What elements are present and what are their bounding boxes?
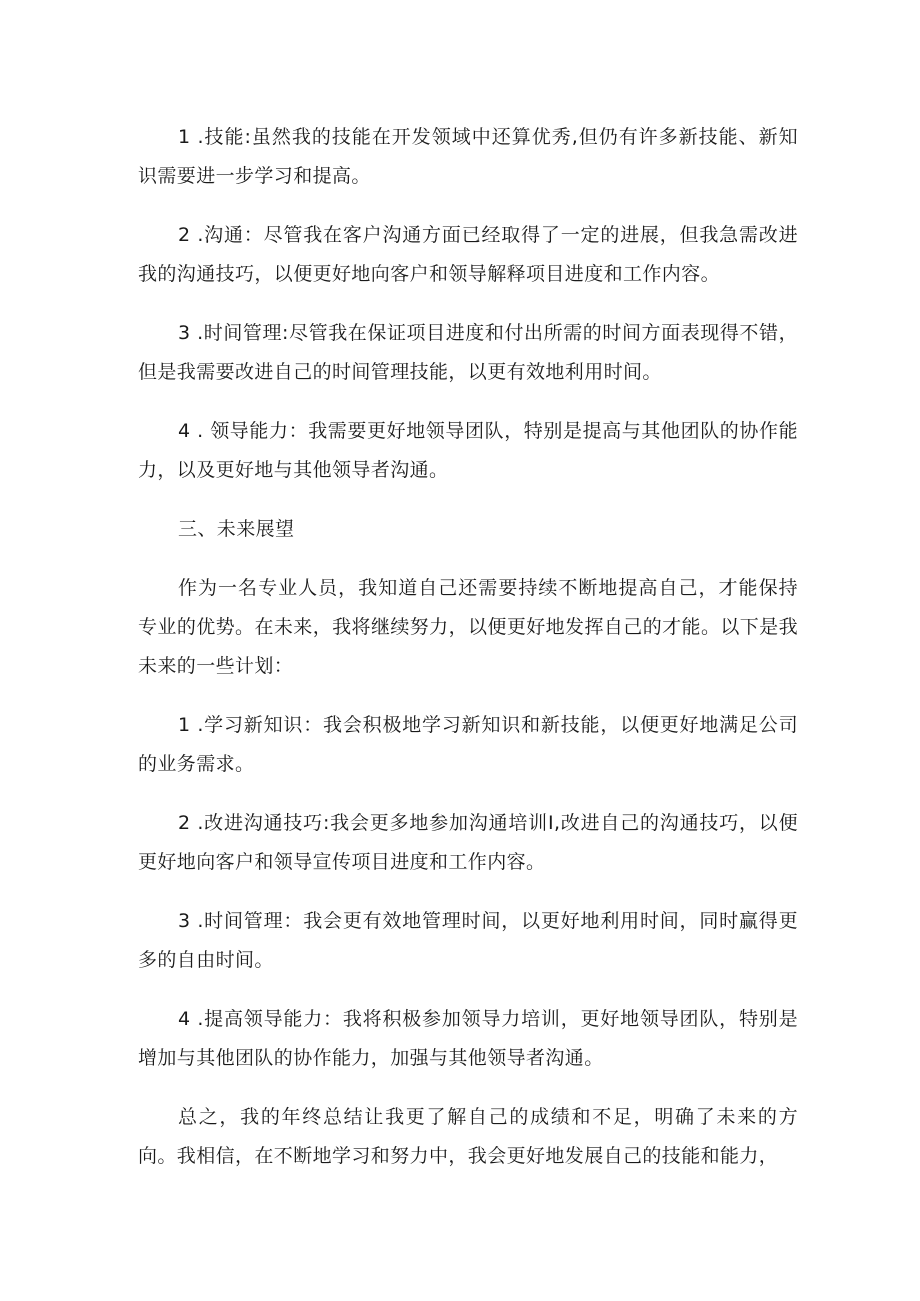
paragraph-skills: 1 .技能:虽然我的技能在开发领域中还算优秀,但仍有许多新技能、新知识需要进一步学习和提高。	[138, 126, 798, 187]
section-heading-future-outlook: 三、未来展望	[178, 518, 295, 540]
paragraph-outlook-intro: 作为一名专业人员，我知道自己还需要持续不断地提高自己，才能保持专业的优势。在未来，我将继续努力，以便更好地发挥自己的才能。以下是我未来的一些计划：	[138, 577, 798, 677]
paragraph-plan-leadership: 4 .提高领导能力：我将积极参加领导力培训，更好地领导团队，特别是增加与其他团队的协作能力，加强与其他领导者沟通。	[138, 1008, 798, 1069]
paragraph-plan-learning: 1 .学习新知识：我会积极地学习新知识和新技能，以便更好地满足公司的业务需求。	[138, 714, 798, 775]
document-body	[138, 118, 798, 1196]
paragraph-plan-time-management: 3 .时间管理：我会更有效地管理时间，以更好地利用时间，同时赢得更多的自由时间。	[138, 910, 798, 971]
paragraph-time-management: 3 .时间管理:尽管我在保证项目进度和付出所需的时间方面表现得不错，但是我需要改进自己的时间管理技能，以更有效地利用时间。	[138, 322, 798, 383]
paragraph-leadership: 4 . 领导能力：我需要更好地领导团队，特别是提高与其他团队的协作能力，以及更好地与其他领导者沟通。	[138, 420, 798, 481]
paragraph-plan-communication: 2 .改进沟通技巧:我会更多地参加沟通培训I,改进自己的沟通技巧，以便更好地向客户和领导宣传项目进度和工作内容。	[138, 812, 798, 873]
paragraph-conclusion: 总之，我的年终总结让我更了解自己的成绩和不足，明确了未来的方向。我相信，在不断地学习和努力中，我会更好地发展自己的技能和能力，	[138, 1106, 798, 1167]
paragraph-communication: 2 .沟通：尽管我在客户沟通方面已经取得了一定的进展，但我急需改进我的沟通技巧，以便更好地向客户和领导解释项目进度和工作内容。	[138, 224, 798, 285]
